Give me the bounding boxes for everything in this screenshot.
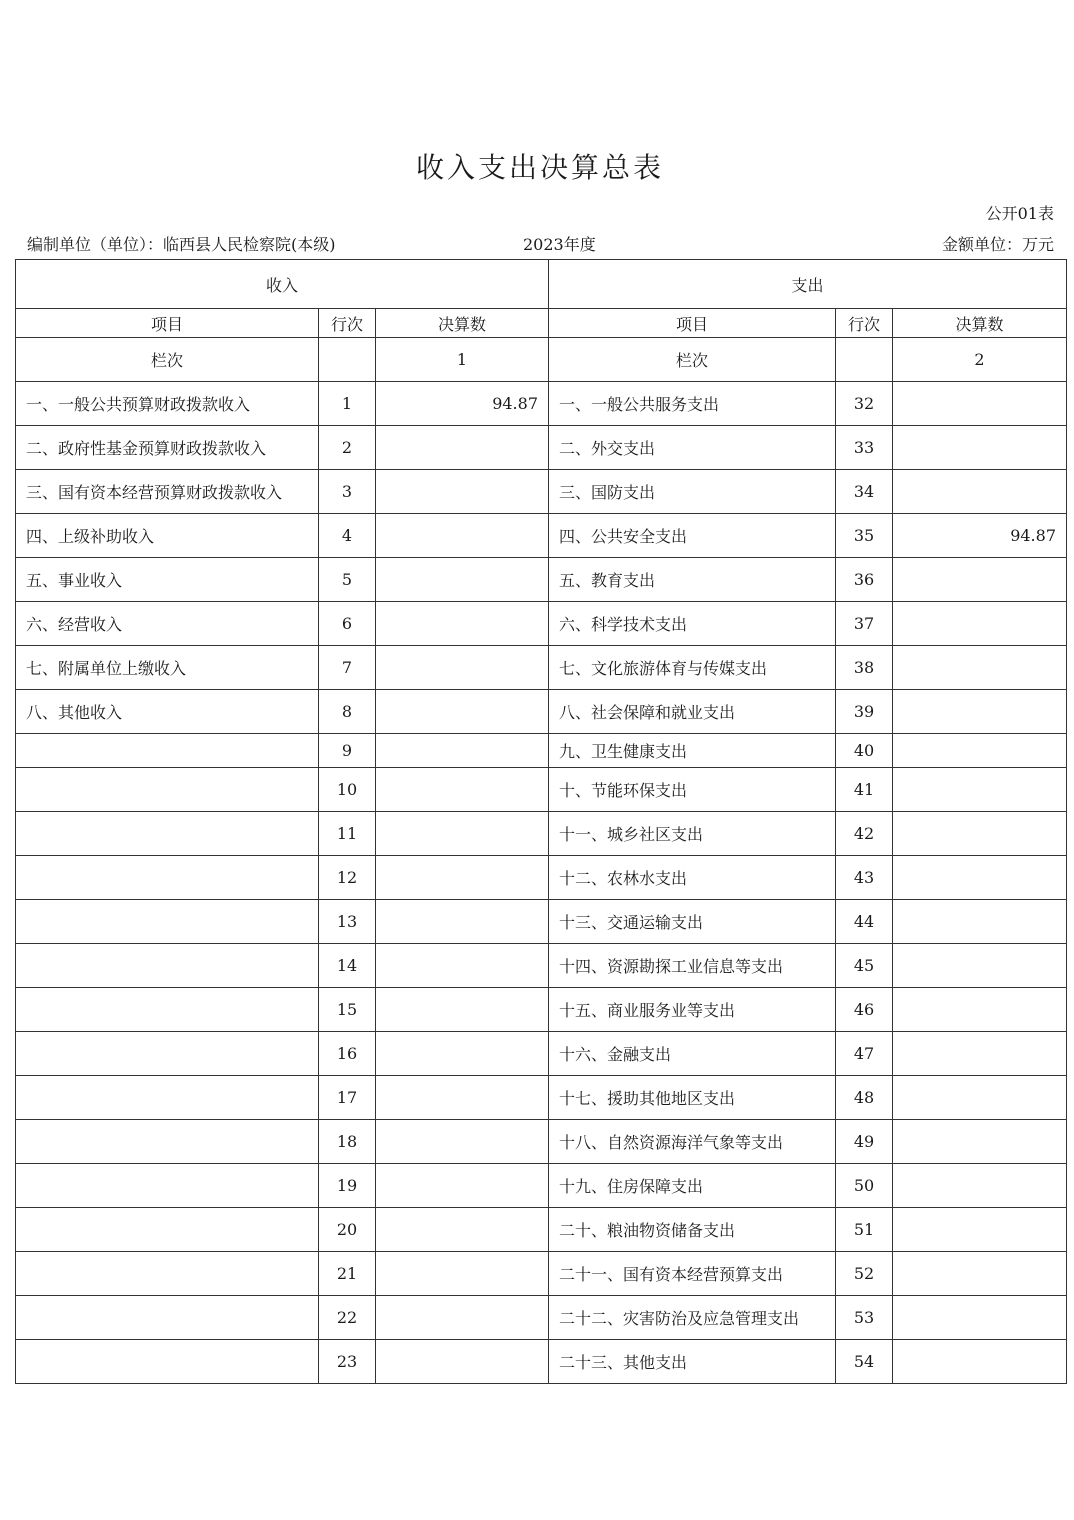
income-item-cell — [16, 1340, 319, 1384]
income-amount-cell — [376, 1340, 549, 1384]
expense-item-cell: 十七、援助其他地区支出 — [549, 1076, 836, 1120]
expense-column-line-blank — [836, 338, 893, 382]
expense-column-label: 栏次 — [549, 338, 836, 382]
expense-line-cell: 49 — [836, 1120, 893, 1164]
table-row — [16, 426, 1067, 470]
amount-unit: 金额单位：万元 — [941, 235, 1054, 254]
income-line-cell: 6 — [319, 602, 376, 646]
expense-item-cell: 二十三、其他支出 — [549, 1340, 836, 1384]
income-item-cell: 五、事业收入 — [16, 558, 319, 602]
fiscal-year: 2023年度 — [523, 235, 596, 254]
expense-item-cell: 十、节能环保支出 — [549, 768, 836, 812]
meta-row — [27, 232, 1054, 254]
table-row — [16, 900, 1067, 944]
income-amount-cell — [376, 690, 549, 734]
income-amount-cell — [376, 944, 549, 988]
expense-line-cell: 34 — [836, 470, 893, 514]
income-item-cell — [16, 856, 319, 900]
expense-amount-cell — [893, 812, 1067, 856]
expense-item-cell: 二十二、灾害防治及应急管理支出 — [549, 1296, 836, 1340]
expense-item-cell: 五、教育支出 — [549, 558, 836, 602]
expense-line-cell: 46 — [836, 988, 893, 1032]
expense-line-cell: 32 — [836, 382, 893, 426]
income-line-cell: 7 — [319, 646, 376, 690]
income-amount-cell — [376, 602, 549, 646]
expense-item-header: 项目 — [549, 309, 836, 338]
expense-item-cell: 三、国防支出 — [549, 470, 836, 514]
expense-amount-cell — [893, 1032, 1067, 1076]
income-column-number: 1 — [376, 338, 549, 382]
income-column-label: 栏次 — [16, 338, 319, 382]
column-index-row — [16, 338, 1067, 382]
expense-amount-cell — [893, 602, 1067, 646]
income-amount-cell — [376, 514, 549, 558]
expense-line-cell: 50 — [836, 1164, 893, 1208]
income-item-cell — [16, 1120, 319, 1164]
table-row — [16, 646, 1067, 690]
expense-item-cell: 二十一、国有资本经营预算支出 — [549, 1252, 836, 1296]
expense-amount-cell — [893, 900, 1067, 944]
expense-line-cell: 37 — [836, 602, 893, 646]
expense-item-cell: 七、文化旅游体育与传媒支出 — [549, 646, 836, 690]
expense-amount-cell — [893, 382, 1067, 426]
table-row — [16, 768, 1067, 812]
expense-amount-cell — [893, 1120, 1067, 1164]
expense-amount-cell — [893, 1164, 1067, 1208]
expense-line-cell: 44 — [836, 900, 893, 944]
income-line-cell: 12 — [319, 856, 376, 900]
income-line-cell: 1 — [319, 382, 376, 426]
page-title: 收入支出决算总表 — [415, 151, 664, 184]
expense-amount-cell — [893, 690, 1067, 734]
income-item-header: 项目 — [16, 309, 319, 338]
expense-line-cell: 52 — [836, 1252, 893, 1296]
expense-line-cell: 47 — [836, 1032, 893, 1076]
expense-line-cell: 54 — [836, 1340, 893, 1384]
income-item-cell: 三、国有资本经营预算财政拨款收入 — [16, 470, 319, 514]
income-amount-cell — [376, 1120, 549, 1164]
expense-item-cell: 四、公共安全支出 — [549, 514, 836, 558]
income-line-cell: 15 — [319, 988, 376, 1032]
income-line-cell: 4 — [319, 514, 376, 558]
expense-item-cell: 十六、金融支出 — [549, 1032, 836, 1076]
income-line-cell: 22 — [319, 1296, 376, 1340]
income-amount-cell — [376, 1164, 549, 1208]
expense-amount-cell — [893, 646, 1067, 690]
table-row — [16, 734, 1067, 768]
income-item-cell — [16, 1208, 319, 1252]
income-amount-cell — [376, 1208, 549, 1252]
table-row — [16, 988, 1067, 1032]
income-line-cell: 8 — [319, 690, 376, 734]
income-line-cell: 20 — [319, 1208, 376, 1252]
expense-amount-cell — [893, 1340, 1067, 1384]
table-row — [16, 1164, 1067, 1208]
income-amount-header: 决算数 — [376, 309, 549, 338]
income-line-cell: 14 — [319, 944, 376, 988]
income-amount-cell — [376, 768, 549, 812]
expense-amount-cell — [893, 1076, 1067, 1120]
income-item-cell — [16, 1032, 319, 1076]
income-item-cell: 七、附属单位上缴收入 — [16, 646, 319, 690]
expense-amount-cell — [893, 734, 1067, 768]
income-line-cell: 18 — [319, 1120, 376, 1164]
expense-item-cell: 一、一般公共服务支出 — [549, 382, 836, 426]
income-amount-cell — [376, 1296, 549, 1340]
expense-line-cell: 43 — [836, 856, 893, 900]
expense-section-header: 支出 — [549, 260, 1067, 309]
expense-line-cell: 38 — [836, 646, 893, 690]
income-amount-cell — [376, 646, 549, 690]
income-amount-cell — [376, 900, 549, 944]
table-row — [16, 558, 1067, 602]
expense-item-cell: 十三、交通运输支出 — [549, 900, 836, 944]
expense-line-cell: 42 — [836, 812, 893, 856]
income-item-cell — [16, 1076, 319, 1120]
income-line-cell: 16 — [319, 1032, 376, 1076]
expense-line-cell: 41 — [836, 768, 893, 812]
expense-amount-cell — [893, 768, 1067, 812]
income-item-cell — [16, 1252, 319, 1296]
income-item-cell — [16, 812, 319, 856]
form-number: 公开01表 — [985, 204, 1054, 223]
table-row — [16, 856, 1067, 900]
expense-item-cell: 六、科学技术支出 — [549, 602, 836, 646]
expense-line-header: 行次 — [836, 309, 893, 338]
expense-line-cell: 39 — [836, 690, 893, 734]
expense-amount-cell — [893, 558, 1067, 602]
income-item-cell: 六、经营收入 — [16, 602, 319, 646]
table-row — [16, 944, 1067, 988]
expense-column-number: 2 — [893, 338, 1067, 382]
income-amount-cell — [376, 812, 549, 856]
expense-item-cell: 十四、资源勘探工业信息等支出 — [549, 944, 836, 988]
income-item-cell — [16, 900, 319, 944]
income-line-cell: 3 — [319, 470, 376, 514]
expense-line-cell: 36 — [836, 558, 893, 602]
table-row — [16, 1340, 1067, 1384]
expense-line-cell: 45 — [836, 944, 893, 988]
income-amount-cell — [376, 1076, 549, 1120]
income-amount-cell: 94.87 — [376, 382, 549, 426]
income-item-cell — [16, 988, 319, 1032]
expense-amount-cell — [893, 1208, 1067, 1252]
income-amount-cell — [376, 988, 549, 1032]
income-item-cell — [16, 1164, 319, 1208]
income-line-header: 行次 — [319, 309, 376, 338]
income-line-cell: 23 — [319, 1340, 376, 1384]
expense-amount-cell — [893, 470, 1067, 514]
expense-line-cell: 53 — [836, 1296, 893, 1340]
column-header-row — [16, 309, 1067, 338]
income-line-cell: 11 — [319, 812, 376, 856]
expense-item-cell: 十五、商业服务业等支出 — [549, 988, 836, 1032]
income-section-header: 收入 — [16, 260, 549, 309]
expense-item-cell: 十九、住房保障支出 — [549, 1164, 836, 1208]
income-line-cell: 19 — [319, 1164, 376, 1208]
expense-amount-cell — [893, 988, 1067, 1032]
table-row — [16, 1252, 1067, 1296]
income-amount-cell — [376, 470, 549, 514]
income-item-cell: 二、政府性基金预算财政拨款收入 — [16, 426, 319, 470]
expense-amount-cell — [893, 1252, 1067, 1296]
income-item-cell: 一、一般公共预算财政拨款收入 — [16, 382, 319, 426]
income-line-cell: 10 — [319, 768, 376, 812]
income-line-cell: 17 — [319, 1076, 376, 1120]
table-row — [16, 1296, 1067, 1340]
income-line-cell: 21 — [319, 1252, 376, 1296]
expense-item-cell: 八、社会保障和就业支出 — [549, 690, 836, 734]
table-row — [16, 1076, 1067, 1120]
table-row — [16, 602, 1067, 646]
table-row — [16, 382, 1067, 426]
income-line-cell: 5 — [319, 558, 376, 602]
income-amount-cell — [376, 1252, 549, 1296]
income-expense-table — [15, 259, 1067, 1384]
income-line-cell: 2 — [319, 426, 376, 470]
income-amount-cell — [376, 558, 549, 602]
expense-item-cell: 二十、粮油物资储备支出 — [549, 1208, 836, 1252]
expense-item-cell: 二、外交支出 — [549, 426, 836, 470]
compiling-unit: 编制单位（单位）：临西县人民检察院(本级) — [27, 235, 336, 254]
expense-item-cell: 十一、城乡社区支出 — [549, 812, 836, 856]
expense-amount-header: 决算数 — [893, 309, 1067, 338]
expense-amount-cell — [893, 426, 1067, 470]
income-item-cell — [16, 1296, 319, 1340]
income-amount-cell — [376, 734, 549, 768]
expense-line-cell: 40 — [836, 734, 893, 768]
expense-amount-cell — [893, 1296, 1067, 1340]
table-row — [16, 812, 1067, 856]
expense-amount-cell — [893, 856, 1067, 900]
expense-item-cell: 十二、农林水支出 — [549, 856, 836, 900]
income-line-cell: 9 — [319, 734, 376, 768]
expense-line-cell: 51 — [836, 1208, 893, 1252]
income-item-cell: 四、上级补助收入 — [16, 514, 319, 558]
section-header-row — [16, 260, 1067, 309]
table-row — [16, 514, 1067, 558]
income-item-cell — [16, 734, 319, 768]
table-row — [16, 690, 1067, 734]
income-item-cell: 八、其他收入 — [16, 690, 319, 734]
income-item-cell — [16, 944, 319, 988]
income-line-cell: 13 — [319, 900, 376, 944]
expense-item-cell: 九、卫生健康支出 — [549, 734, 836, 768]
income-amount-cell — [376, 856, 549, 900]
expense-line-cell: 48 — [836, 1076, 893, 1120]
expense-line-cell: 33 — [836, 426, 893, 470]
expense-amount-cell — [893, 944, 1067, 988]
expense-line-cell: 35 — [836, 514, 893, 558]
table-row — [16, 1032, 1067, 1076]
income-item-cell — [16, 768, 319, 812]
table-row — [16, 1208, 1067, 1252]
expense-item-cell: 十八、自然资源海洋气象等支出 — [549, 1120, 836, 1164]
expense-amount-cell: 94.87 — [893, 514, 1067, 558]
income-column-line-blank — [319, 338, 376, 382]
income-amount-cell — [376, 1032, 549, 1076]
table-row — [16, 470, 1067, 514]
income-amount-cell — [376, 426, 549, 470]
table-row — [16, 1120, 1067, 1164]
